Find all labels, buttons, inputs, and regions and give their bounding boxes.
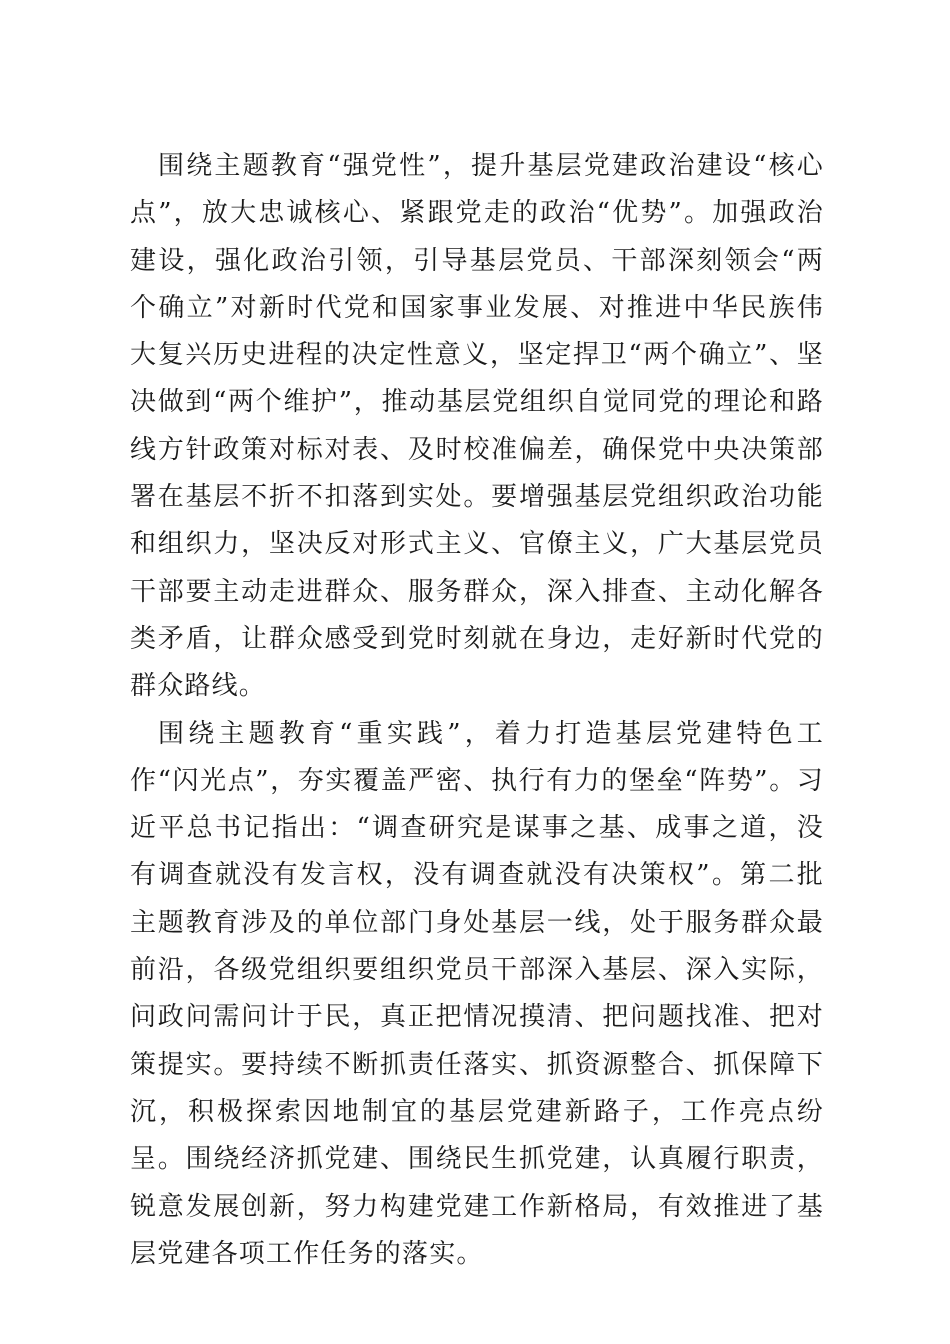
paragraph-emphasize-practice: 围绕主题教育“重实践”，着力打造基层党建特色工作“闪光点”，夯实覆盖严密、执行有力的堡垒“阵势”。习近平总书记指出：“调查研究是谋事之基、成事之道，没有调查就没有发言权，没有调查就没有决策权”。第二批主题教育涉及的单位部门身处基层一线，处于服务群众最前沿，各级党组织要组织党员干部深入基层、深入实际，问政问需问计于民，真正把情况摸清、把问题找准、把对策提实。要持续不断抓责任落实、抓资源整合、抓保障下沉，积极探索因地制宜的基层党建新路子，工作亮点纷呈。围绕经济抓党建、围绕民生抓党建，认真履行职责，锐意发展创新，努力构建党建工作新格局，有效推进了基层党建各项工作任务的落实。: [130, 718, 824, 1269]
paragraph-strengthen-party-spirit: 围绕主题教育“强党性”，提升基层党建政治建设“核心点”，放大忠诚核心、紧跟党走的政治“优势”。加强政治建设，强化政治引领，引导基层党员、干部深刻领会“两个确立”对新时代党和国家事业发展、对推进中华民族伟大复兴历史进程的决定性意义，坚定捍卫“两个确立”、坚决做到“两个维护”，推动基层党组织自觉同党的理论和路线方针政策对标对表、及时校准偏差，确保党中央决策部署在基层不折不扣落到实处。要增强基层党组织政治功能和组织力，坚决反对形式主义、官僚主义，广大基层党员干部要主动走进群众、服务群众，深入排查、主动化解各类矛盾，让群众感受到党时刻就在身边，走好新时代党的群众路线。: [130, 151, 824, 702]
document-body: [130, 143, 824, 1278]
